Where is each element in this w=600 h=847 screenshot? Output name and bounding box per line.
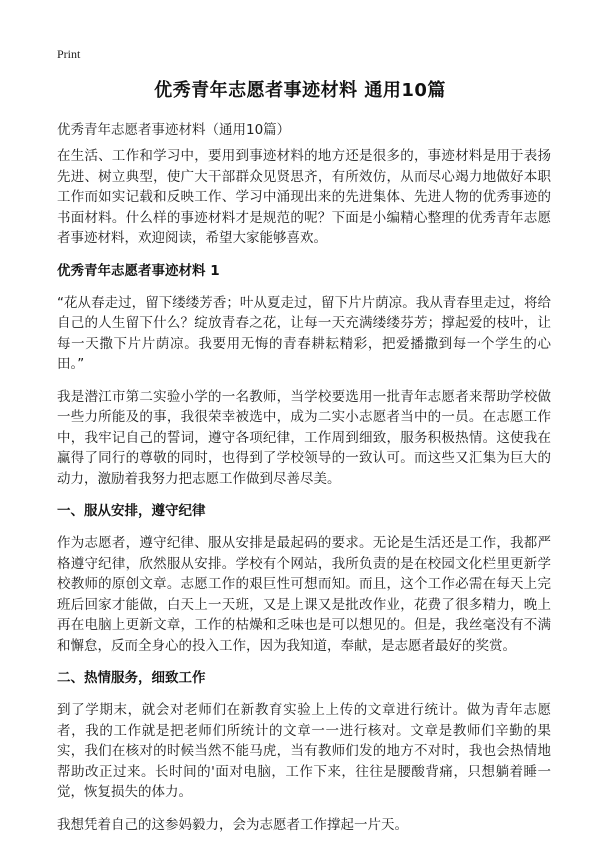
body-paragraph: 作为志愿者，遵守纪律、服从安排是最起码的要求。无论是生活还是工作，我都严格遵守纪律，欣然服从安排。学校有个网站，我所负责的是在校园文化栏里更新学校教师的原创文章。志愿工作的艰巨性可想而知。而且，这个工作必需在每天上完班后回家才能做，白天上一天班，又是上课又是批改作业，花费了很多精力，晚上再在电脑上更新文章，工作的枯燥和乏味也是可以想见的。但是，我丝毫没有不满和懈怠，反而全身心的投入工作，因为我知道，奉献，是志愿者最好的奖赏。 (57, 535, 551, 654)
body-paragraph: 到了学期末，就会对老师们在新教育实验上上传的文章进行统计。做为青年志愿者，我的工作就是把老师们所统计的文章一一进行核对。文章是教师们辛勤的果实，我们在核对的时候当然不能马虎，当有教师们发的地方不对时，我也会热情地帮助改正过来。长时间的'面对电脑，工作下来，往往是腰酸背痛，只想躺着睡一觉，恢复损失的体力。 (57, 702, 551, 800)
subsection-heading-service: 二、热情服务，细致工作 (57, 670, 206, 686)
body-paragraph: 我是潜江市第二实验小学的一名教师，当学校要选用一批青年志愿者来帮助学校做一些力所能及的事，我很荣幸被选中，成为二实小志愿者当中的一员。在志愿工作中，我牢记自己的誓词，遵守各项纪律，工作周到细致，服务积极热情。这使我在赢得了同行的尊敬的同时，也得到了学校领导的一致认可。而这些又汇集为巨大的动力，激励着我努力把志愿工作做到尽善尽美。 (57, 388, 551, 487)
closing-paragraph: 我想凭着自己的这参妈毅力，会为志愿者工作撑起一片天。 (57, 816, 408, 833)
print-link[interactable]: Print (57, 47, 81, 61)
section-heading-1: 优秀青年志愿者事迹材料 1 (57, 262, 220, 279)
article-body (57, 146, 551, 847)
page-title: 优秀青年志愿者事迹材料 通用10篇 (154, 80, 446, 101)
document-subtitle: 优秀青年志愿者事迹材料（通用10篇） (57, 122, 291, 138)
subsection-heading-discipline: 一、服从安排，遵守纪律 (57, 503, 206, 519)
quote-paragraph: “花从春走过，留下缕缕芳香；叶从夏走过，留下片片荫凉。我从青春里走过，将给自己的人生留下什么？绽放青春之花，让每一天充满缕缕芬芳；撑起爱的枝叶，让每一天撒下片片荫凉。我要用无悔的青春耕耘精彩，把爱播撒到每一个学生的心田。” (57, 294, 551, 372)
intro-paragraph: 在生活、工作和学习中，要用到事迹材料的地方还是很多的，事迹材料是用于表扬先进、树立典型，使广大干部群众见贤思齐，有所效仿，从而尽心竭力地做好本职工作而如实记载和反映工作、学习中涌现出来的先进集体、先进人物的优秀事迹的书面材料。什么样的事迹材料才是规范的呢？下面是小编精心整理的优秀青年志愿者事迹材料，欢迎阅读，希望大家能够喜欢。 (57, 148, 551, 246)
